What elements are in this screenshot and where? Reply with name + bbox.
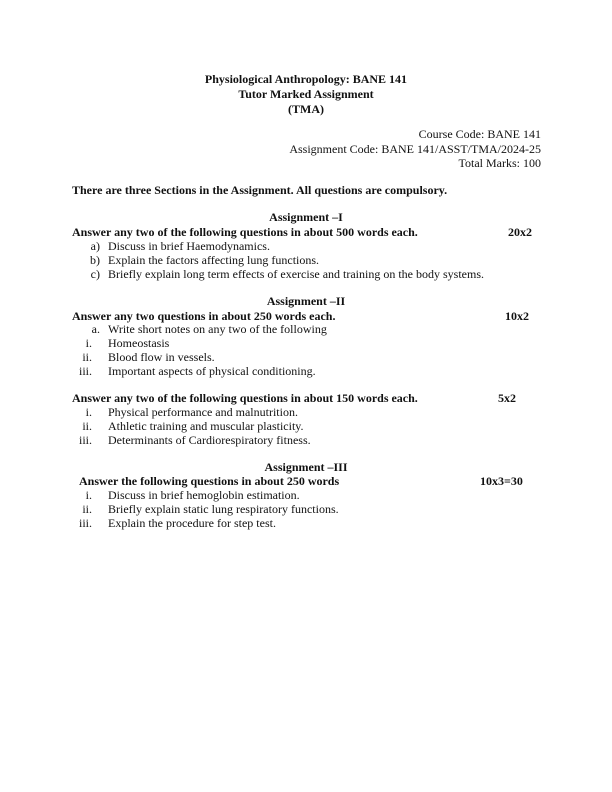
list-item: Explain the factors affecting lung functions. [108, 253, 320, 267]
section3-marks: 10x3=30 [480, 474, 523, 488]
list-marker: a. [91, 322, 100, 336]
list-item: Important aspects of physical conditioning. [108, 364, 316, 378]
section1-prompt: Answer any two of the following questions in about 500 words each. [72, 225, 418, 239]
list-marker: iii. [78, 433, 92, 447]
section2-heading: Assignment –II [266, 294, 346, 308]
section2-marks: 10x2 [505, 309, 529, 323]
section2-part2-marks: 5x2 [498, 391, 516, 405]
assignment-code: Assignment Code: BANE 141/ASST/TMA/2024-25 [289, 142, 541, 156]
list-item: Determinants of Cardiorespiratory fitness. [108, 433, 311, 447]
section3-heading: Assignment –III [264, 460, 348, 474]
section2-subprompt: Write short notes on any two of the following [108, 322, 327, 336]
section2-prompt: Answer any two questions in about 250 words each. [72, 309, 336, 323]
list-item: Briefly explain static lung respiratory functions. [108, 502, 339, 516]
list-item: Discuss in brief hemoglobin estimation. [108, 488, 300, 502]
list-marker: b) [90, 253, 100, 267]
list-item: Homeostasis [108, 336, 170, 350]
list-marker: ii. [82, 419, 92, 433]
list-marker: ii. [82, 350, 92, 364]
list-marker: a) [90, 239, 100, 253]
list-marker: i. [85, 405, 92, 419]
list-item: Athletic training and muscular plasticity. [108, 419, 304, 433]
section1-heading: Assignment –I [269, 210, 343, 224]
list-marker: i. [85, 336, 92, 350]
instructions: There are three Sections in the Assignment. All questions are compulsory. [72, 183, 448, 197]
list-marker: i. [85, 488, 92, 502]
list-item: Explain the procedure for step test. [108, 516, 276, 530]
total-marks: Total Marks: 100 [458, 156, 541, 170]
list-marker: iii. [78, 516, 92, 530]
section2-part2-prompt: Answer any two of the following questions in about 150 words each. [72, 391, 418, 405]
document-subtitle: Tutor Marked Assignment [238, 87, 374, 101]
course-code: Course Code: BANE 141 [418, 127, 541, 141]
document-title: Physiological Anthropology: BANE 141 [204, 72, 408, 86]
list-marker: ii. [82, 502, 92, 516]
list-item: Blood flow in vessels. [108, 350, 215, 364]
section1-marks: 20x2 [508, 225, 532, 239]
list-item: Physical performance and malnutrition. [108, 405, 298, 419]
document-abbrev: (TMA) [288, 102, 324, 116]
list-item: Discuss in brief Haemodynamics. [108, 239, 270, 253]
section3-prompt: Answer the following questions in about 250 words [79, 474, 340, 488]
list-marker: iii. [78, 364, 92, 378]
list-item: Briefly explain long term effects of exercise and training on the body systems. [108, 267, 485, 281]
list-marker: c) [90, 267, 100, 281]
